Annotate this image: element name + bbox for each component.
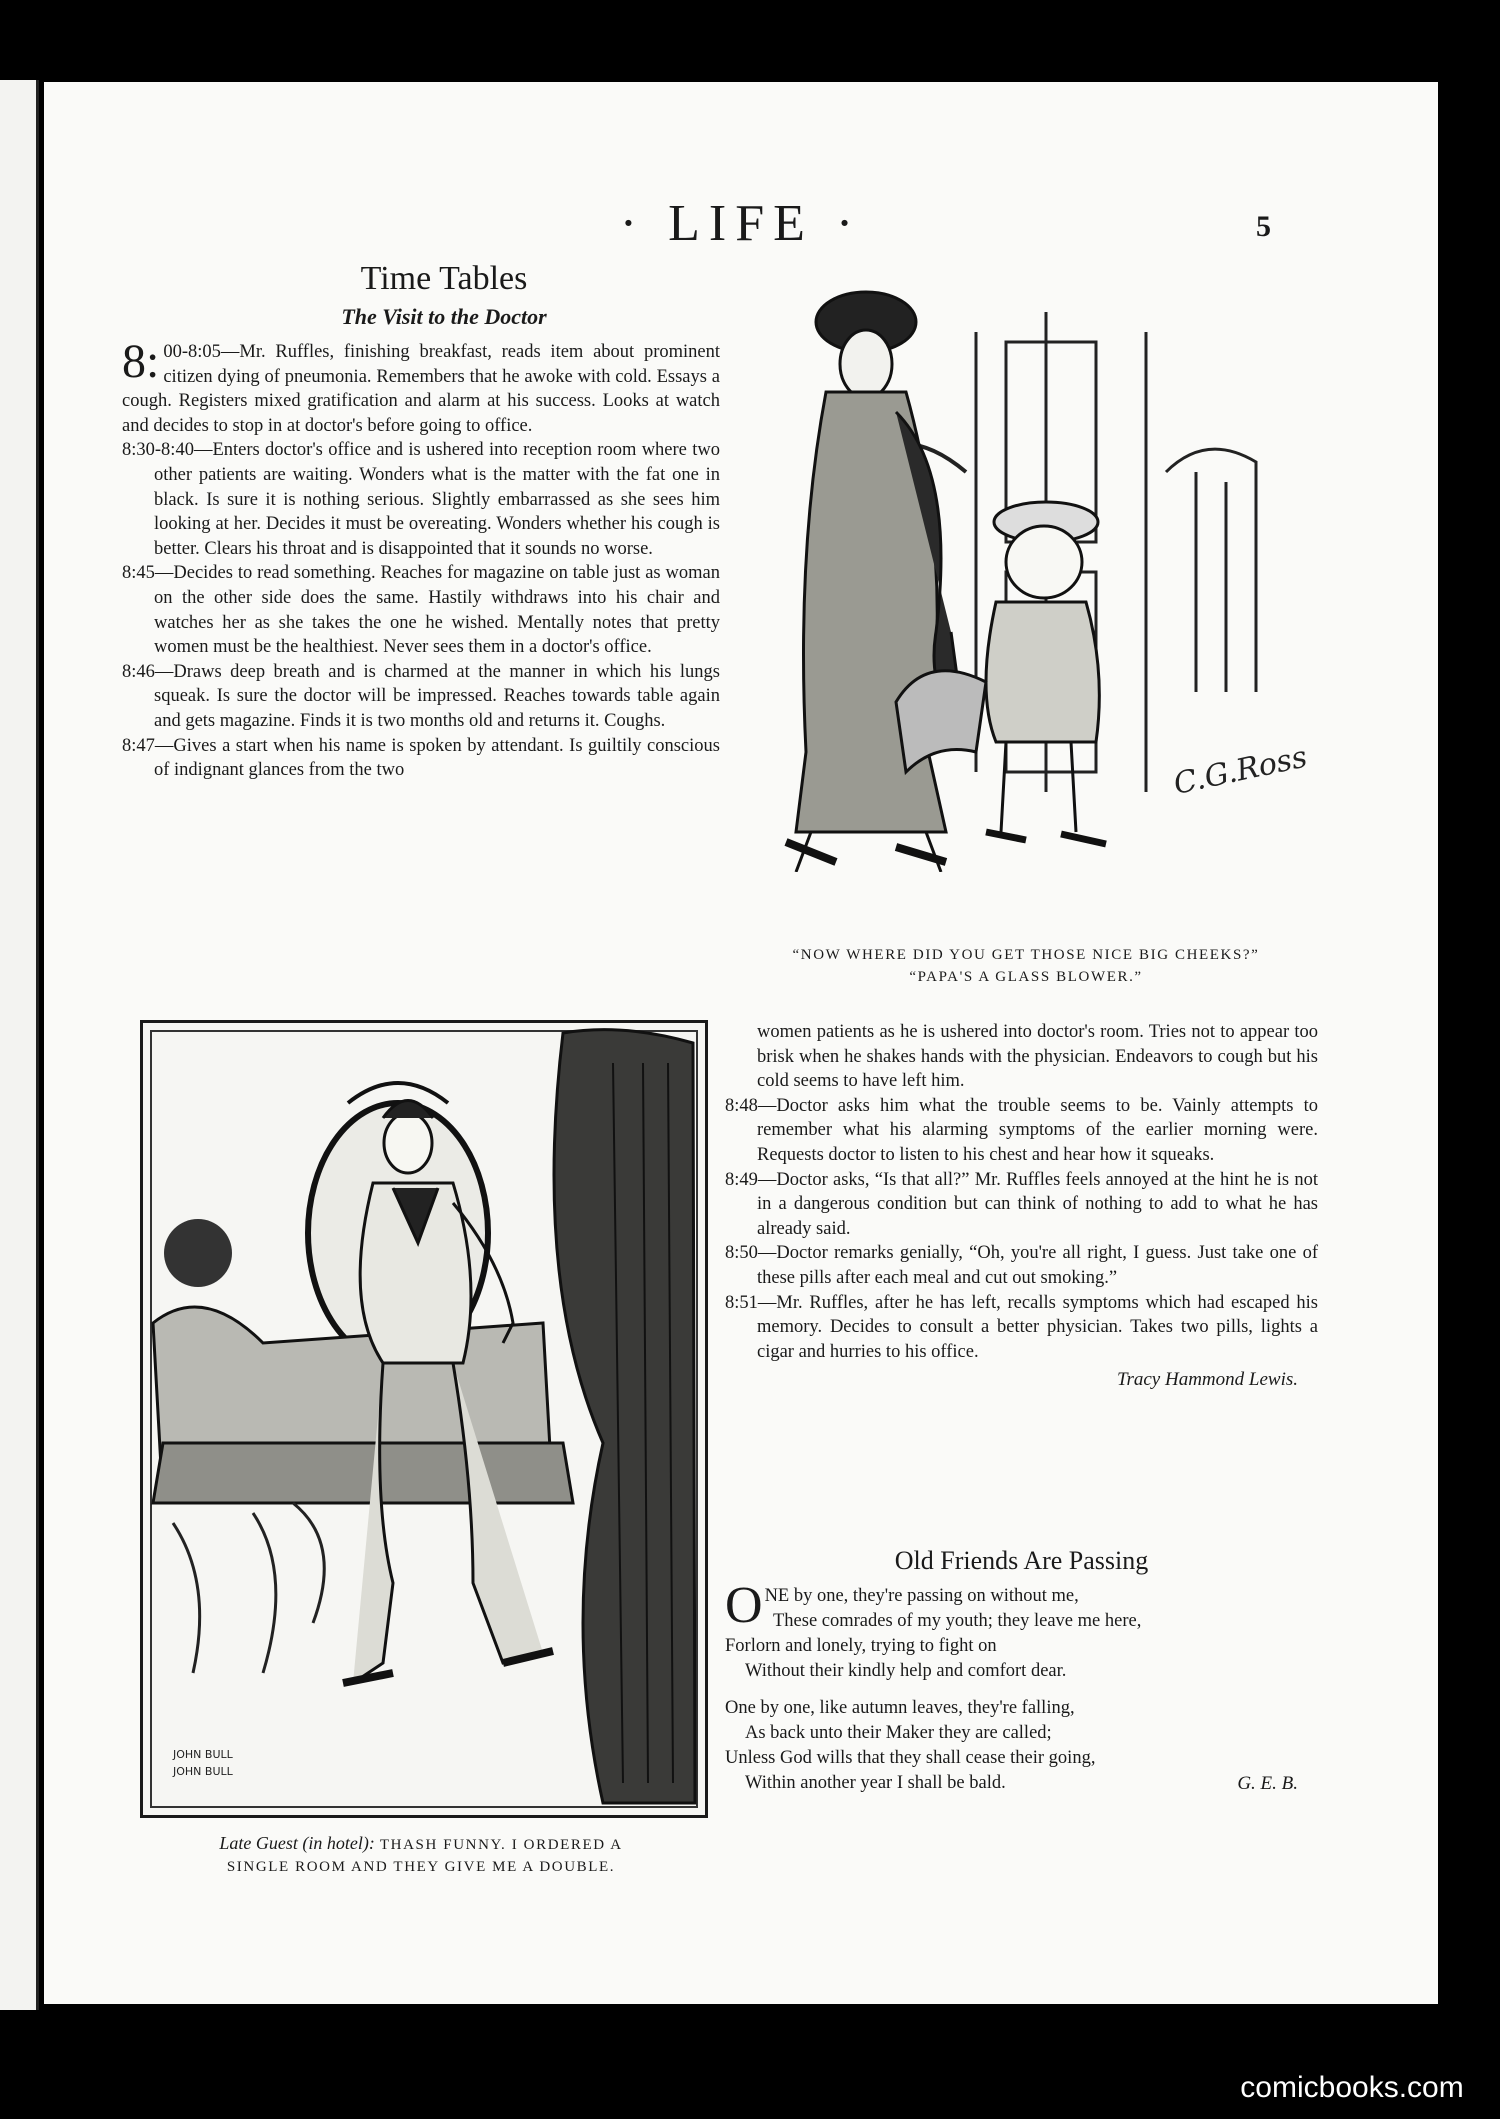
time-entry bbox=[122, 335, 720, 438]
poem-line: These comrades of my youth; they leave me here, bbox=[773, 1611, 1142, 1631]
time-entry: 8:47—Gives a start when his name is spoken by attendant. Is guiltily conscious of indignant glances from the two bbox=[122, 735, 720, 781]
cartoon-signature: JOHN BULL bbox=[173, 1748, 233, 1761]
cartoon-top-caption bbox=[726, 944, 1326, 988]
caption-speaker: Late Guest (in hotel): bbox=[219, 1833, 375, 1853]
poem-title: Old Friends Are Passing bbox=[894, 1546, 1149, 1575]
svg-text:JOHN BULL: JOHN BULL bbox=[173, 1765, 233, 1778]
article-title: Time Tables bbox=[360, 260, 528, 297]
entry-text: 00-8:05—Mr. Ruffles, finishing breakfast, reads item about prominent citizen dying of pneumonia. Remembers that he awoke with cold. Essays a cough. Registers mixed gratification and alarm at his success. Looks at watch and decides to stop in at doctor's before going to office. bbox=[122, 342, 720, 436]
poem-line: Without their kindly help and comfort dear. bbox=[745, 1661, 1067, 1681]
time-entry: 8:45—Decides to read something. Reaches for magazine on table just as woman on the other side does the same. Hastily withdraws into his chair and watches her as she takes the one he wished. Mentally notes that pretty women must be the healthiest. Never sees them in a doctor's office. bbox=[122, 563, 720, 658]
facing-page-edge bbox=[0, 80, 39, 2010]
poem-line bbox=[725, 1771, 1318, 1796]
svg-text:C.G.Ross: C.G.Ross bbox=[1170, 739, 1311, 802]
article-column-right bbox=[725, 1020, 1318, 1393]
poem-line: Forlorn and lonely, trying to fight on bbox=[725, 1636, 997, 1656]
article-subtitle: The Visit to the Doctor bbox=[341, 304, 547, 329]
cartoon-bottom-caption bbox=[140, 1832, 702, 1878]
drop-cap: O bbox=[725, 1577, 763, 1634]
article-author: Tracy Hammond Lewis. bbox=[1116, 1369, 1298, 1391]
time-entry: 8:51—Mr. Ruffles, after he has left, recalls symptoms which had escaped his memory. Decides to consult a better physician. Takes two pills, lights a cigar and hurries to his office. bbox=[725, 1292, 1318, 1362]
cartoon-hotel-frame bbox=[140, 1020, 708, 1818]
article-column-left bbox=[122, 335, 720, 783]
masthead: · LIFE · bbox=[619, 195, 863, 252]
poem-line: As back unto their Maker they are called; bbox=[745, 1723, 1052, 1743]
time-entry: 8:30-8:40—Enters doctor's office and is ushered into reception room where two other patients are waiting. Wonders what is the matter with the fat one in black. Is sure it is nothing serious. Slightly embarrassed as she sees him looking at her. Decides it must be overeating. Wonders whether his cough is better. Clears his throat and is disappointed that it sounds no worse. bbox=[122, 440, 720, 559]
cartoon-hotel-guest bbox=[143, 1023, 705, 1815]
poem-line: NE by one, they're passing on without me, bbox=[764, 1586, 1079, 1606]
caption-text-line2: SINGLE ROOM AND THEY GIVE ME A DOUBLE. bbox=[226, 1859, 616, 1875]
caption-answer: “PAPA'S A GLASS BLOWER.” bbox=[909, 969, 1143, 985]
poem-line: One by one, like autumn leaves, they're falling, bbox=[725, 1698, 1075, 1718]
poem-body bbox=[725, 1577, 1318, 1796]
site-watermark: comicbooks.com bbox=[1222, 2066, 1482, 2110]
caption-text: THASH FUNNY. I ORDERED A bbox=[379, 1837, 623, 1853]
cartoon-woman-and-boy bbox=[726, 272, 1326, 872]
time-entry: 8:46—Draws deep breath and is charmed at the manner in which his lungs squeak. Is sure the doctor will be impressed. Reaches towards table again and gets magazine. Finds it is two months old and returns it. Coughs. bbox=[122, 661, 720, 731]
poem-author: G. E. B. bbox=[1237, 1773, 1298, 1794]
caption-question: “NOW WHERE DID YOU GET THOSE NICE BIG CHEEKS?” bbox=[792, 947, 1260, 963]
magazine-page bbox=[44, 82, 1438, 2004]
page-number: 5 bbox=[1256, 210, 1271, 243]
time-entry: 8:48—Doctor asks him what the trouble seems to be. Vainly attempts to remember what his alarming symptoms of the earlier morning were. Requests doctor to listen to his chest and hear how it squeaks. bbox=[725, 1095, 1318, 1165]
big-time-initial: 8: bbox=[122, 335, 160, 388]
time-entry: 8:49—Doctor asks, “Is that all?” Mr. Ruffles feels annoyed at the hint he is not in a dangerous condition but can think of nothing to add to what he has already said. bbox=[725, 1169, 1318, 1239]
time-entry: 8:50—Doctor remarks genially, “Oh, you're all right, I guess. Just take one of these pills after each meal and cut out smoking.” bbox=[725, 1243, 1318, 1288]
continuation-text: women patients as he is ushered into doctor's room. Tries not to appear too brisk when he shakes hands with the physician. Endeavors to cough but his cold seems to have left him. bbox=[757, 1022, 1318, 1092]
poem-line: Unless God wills that they shall cease their going, bbox=[725, 1748, 1096, 1768]
poem-line-text: Within another year I shall be bald. bbox=[745, 1773, 1006, 1793]
